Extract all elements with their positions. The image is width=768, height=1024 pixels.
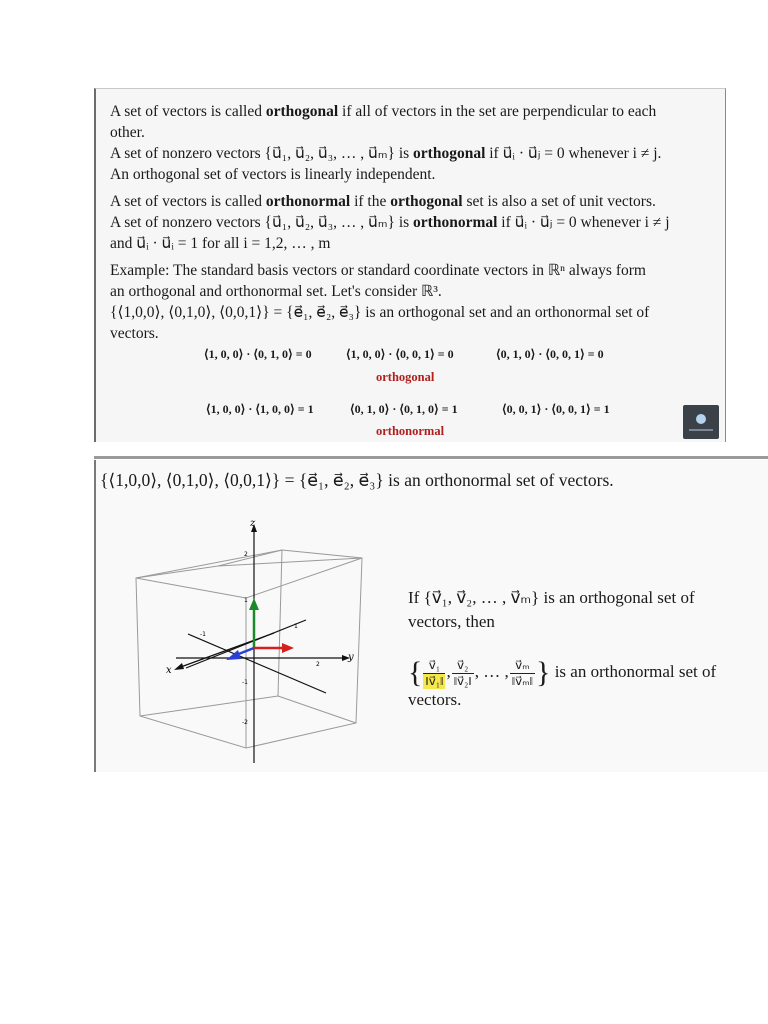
orthonormal-tail-2: vectors. [408, 690, 462, 709]
orthonormal-tail: is an orthonormal set of [554, 661, 717, 681]
comma: , [446, 661, 451, 681]
def-line: A set of nonzero vectors {u⃗₁, u⃗₂, u⃗₃, … , u⃗ₘ} is orthonormal if u⃗ᵢ · u⃗ⱼ = 0 whenever i ≠ j [110, 214, 670, 231]
cube-edge [140, 696, 278, 716]
dot-product: ⟨1, 0, 0⟩ · ⟨1, 0, 0⟩ = 1 [206, 402, 314, 416]
dot-product: ⟨0, 0, 1⟩ · ⟨0, 0, 1⟩ = 1 [502, 402, 610, 416]
cube-edge [246, 558, 362, 598]
panel-divider [94, 456, 768, 459]
y-tick-1: 1 [294, 623, 298, 630]
fraction-v1: $\frac{\text{v⃗₁}}{\text{‖v⃗₁‖}}$ [425, 657, 444, 688]
panel2-title: {⟨1,0,0⟩, ⟨0,1,0⟩, ⟨0,0,1⟩} = {e⃗₁, e⃗₂, e⃗₃} is an orthonormal set of vectors. [100, 470, 614, 490]
definitions-content [110, 101, 710, 350]
ellipsis: , … , [474, 661, 509, 681]
cube-edge [218, 558, 362, 566]
z-tick-2: 2 [244, 551, 248, 558]
close-brace: } [536, 656, 551, 689]
example-line: an orthogonal and orthonormal set. Let's consider ℝ³. [110, 283, 442, 300]
example-paragraph [110, 260, 710, 344]
orthonormal-panel [94, 460, 768, 772]
orthogonal-label: orthogonal [376, 370, 435, 384]
logo-bar [689, 429, 713, 431]
def-line: An orthogonal set of vectors is linearly independent. [110, 166, 436, 183]
dot-product: ⟨0, 1, 0⟩ · ⟨0, 0, 1⟩ = 0 [496, 347, 604, 361]
x-arrowhead [174, 663, 184, 670]
dot-product: ⟨0, 1, 0⟩ · ⟨0, 1, 0⟩ = 1 [350, 402, 458, 416]
normalized-vector-set [408, 656, 716, 710]
logo-globe [696, 414, 706, 424]
basis-vectors-3d-plot [126, 518, 396, 768]
z-tick-neg1: -1 [242, 679, 248, 686]
definitions-panel [94, 88, 726, 442]
open-brace: { [408, 656, 423, 689]
orthogonal-definition [110, 101, 710, 185]
x-axis-label: x [166, 665, 172, 676]
e2-arrowhead [282, 643, 294, 653]
cube-edge [278, 696, 356, 723]
def-line: and u⃗ᵢ · u⃗ᵢ = 1 for all i = 1,2, … , m [110, 235, 331, 252]
x-axis-segment [188, 634, 326, 693]
if-line: If {v⃗₁, v⃗₂, … , v⃗ₘ} is an orthogonal set of [408, 588, 695, 607]
def-line: other. [110, 124, 145, 141]
x-axis [178, 633, 274, 668]
dot-product: ⟨1, 0, 0⟩ · ⟨0, 0, 1⟩ = 0 [346, 347, 454, 361]
def-line: A set of vectors is called orthogonal if all of vectors in the set are perpendicular to each [110, 103, 657, 120]
z-tick-neg2: -2 [242, 719, 248, 726]
dot-product: ⟨1, 0, 0⟩ · ⟨0, 1, 0⟩ = 0 [204, 347, 312, 361]
cube-edge [136, 566, 218, 578]
example-line: {⟨1,0,0⟩, ⟨0,1,0⟩, ⟨0,0,1⟩} = {e⃗₁, e⃗₂, e⃗₃} is an orthogonal set and an orthonormal set of [110, 304, 650, 321]
z-tick-1: 1 [244, 597, 248, 604]
cube-edge [218, 550, 282, 566]
orthonormal-definition [110, 191, 710, 254]
y-axis-label: y [348, 652, 354, 663]
y-tick-2: 2 [316, 661, 320, 668]
def-line: A set of vectors is called orthonormal if the orthogonal set is also a set of unit vectors. [110, 193, 656, 210]
example-line: vectors. [110, 325, 159, 342]
fraction-vm: $\frac{\text{v⃗ₘ}}{\text{‖v⃗ₘ‖}}$ [511, 657, 534, 688]
normalization-statement [408, 586, 695, 634]
cube-edge [136, 578, 246, 598]
example-line: Example: The standard basis vectors or standard coordinate vectors in ℝⁿ always form [110, 262, 646, 279]
x-tick: -1 [200, 631, 206, 638]
z-axis-label: z [250, 518, 256, 529]
e3-arrowhead [249, 598, 259, 610]
orthonormal-label: orthonormal [376, 424, 445, 438]
if-line: vectors, then [408, 612, 495, 631]
def-line: A set of nonzero vectors {u⃗₁, u⃗₂, u⃗₃, … , u⃗ₘ} is orthogonal if u⃗ᵢ · u⃗ⱼ = 0 whenever i ≠ j. [110, 145, 662, 162]
channel-logo-icon [683, 405, 719, 439]
fraction-v2: $\frac{\text{v⃗₂}}{\text{‖v⃗₂‖}}$ [453, 657, 472, 688]
